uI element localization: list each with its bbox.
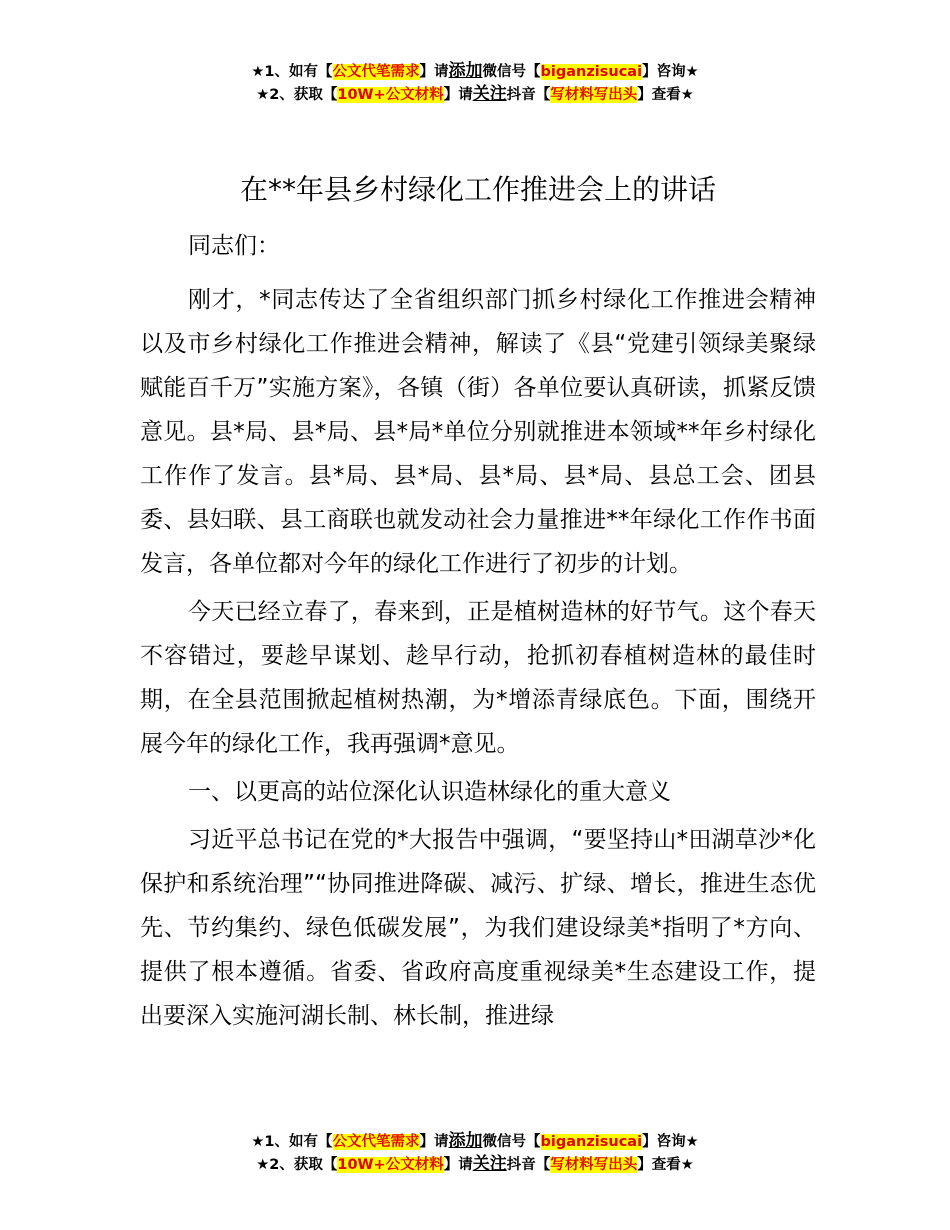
paragraph: 习近平总书记在党的*大报告中强调，“要坚持山*田湖草沙*化保护和系统治理”“协同推进降碳、减污、扩绿、增长，推进生态优先、节约集约、绿色低碳发展”，为我们建设绿美*指明了*方向、提供了根本遵循。省委、省政府高度重视绿美*生态建设工作，提出要深入实施河湖长制、林长制，推进绿 <box>140 827 816 1029</box>
document-title: 在**年县乡村绿化工作推进会上的讲话 <box>239 173 716 206</box>
bottom-promo-banner <box>0 1130 950 1176</box>
paragraph: 今天已经立春了，春来到，正是植树造林的好节气。这个春天不容错过，要趁早谋划、趁早行动，抢抓初春植树造林的最佳时期，在全县范围掀起植树热潮，为*增添青绿底色。下面，围绕开展今年的绿化工作，我再强调*意见。 <box>140 599 816 757</box>
document-body <box>140 170 816 1042</box>
promo-highlight: biganzisucai <box>540 1134 643 1150</box>
promo-emphasis: 添加 <box>448 61 483 81</box>
promo-text: ★2、获取【 <box>256 1157 338 1173</box>
paragraph: 刚才，*同志传达了全省组织部门抓乡村绿化工作推进会精神以及市乡村绿化工作推进会精神，解读了《县“党建引领绿美聚绿赋能百千万”实施方案》，各镇（街）各单位要认真研读，抓紧反馈意见。县*局、县*局、县*局*单位分别就推进本领域**年乡村绿化工作作了发言。县*局、县*局、县*局、县*局、县总工会、团县委、县妇联、县工商联也就发动社会力量推进**年绿化工作作书面发言，各单位都对今年的绿化工作进行了初步的计划。 <box>140 287 816 577</box>
promo-line-2 <box>0 83 950 106</box>
promo-text: ★2、获取【 <box>256 87 338 103</box>
promo-highlight: biganzisucai <box>540 64 643 80</box>
promo-highlight: 写材料写出头 <box>550 1157 638 1173</box>
promo-text: 抖音【 <box>506 87 551 103</box>
promo-emphasis: 添加 <box>448 1131 483 1151</box>
promo-line-1 <box>0 1130 950 1153</box>
promo-highlight: 公文代笔需求 <box>332 64 420 80</box>
promo-text: 】咨询★ <box>642 1134 699 1150</box>
promo-text: 】请 <box>443 87 473 103</box>
promo-text: 微信号【 <box>482 1134 541 1150</box>
promo-highlight: 写材料写出头 <box>550 87 638 103</box>
promo-text: 微信号【 <box>482 64 541 80</box>
promo-text: 抖音【 <box>506 1157 551 1173</box>
promo-text: ★1、如有【 <box>251 64 333 80</box>
promo-emphasis: 关注 <box>472 1154 507 1174</box>
top-promo-banner <box>0 60 950 106</box>
promo-text: ★1、如有【 <box>251 1134 333 1150</box>
promo-text: 】请 <box>419 1134 449 1150</box>
promo-line-1 <box>0 60 950 83</box>
promo-text: 】请 <box>443 1157 473 1173</box>
promo-highlight: 10W+公文材料 <box>337 1157 444 1173</box>
promo-text: 】请 <box>419 64 449 80</box>
section-heading: 一、以更高的站位深化认识造林绿化的重大意义 <box>188 779 671 805</box>
promo-highlight: 10W+公文材料 <box>337 87 444 103</box>
promo-text: 】咨询★ <box>642 64 699 80</box>
promo-emphasis: 关注 <box>472 84 507 104</box>
promo-text: 】查看★ <box>637 1157 694 1173</box>
promo-highlight: 公文代笔需求 <box>332 1134 420 1150</box>
salutation: 同志们： <box>188 233 280 259</box>
promo-line-2 <box>0 1153 950 1176</box>
promo-text: 】查看★ <box>637 87 694 103</box>
